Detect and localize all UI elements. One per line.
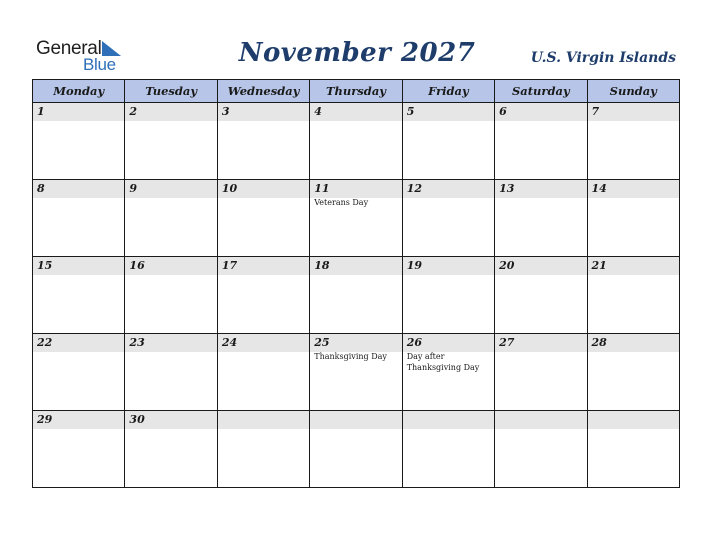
day-cell (587, 180, 679, 257)
day-cell (217, 180, 309, 257)
day-number: 3 (221, 105, 230, 118)
day-cell (125, 411, 217, 488)
day-number: 23 (129, 336, 145, 349)
day-cell (310, 411, 402, 488)
weekday-header: Wednesday (217, 80, 309, 103)
week-row (33, 257, 680, 334)
day-header-band (588, 334, 679, 352)
day-header-band (33, 411, 124, 429)
day-cell (310, 103, 402, 180)
day-header-band (218, 257, 309, 275)
day-cell (495, 334, 587, 411)
day-cell (495, 180, 587, 257)
day-header-band (125, 411, 216, 429)
day-number: 11 (314, 182, 330, 195)
day-number: 13 (499, 182, 515, 195)
day-cell (125, 180, 217, 257)
day-header-band (495, 257, 586, 275)
day-cell (125, 103, 217, 180)
calendar-grid (32, 79, 680, 488)
day-header-band (218, 411, 309, 429)
day-header-band (33, 334, 124, 352)
day-number: 18 (314, 259, 330, 272)
day-cell (125, 257, 217, 334)
day-header-band (495, 411, 586, 429)
day-number: 4 (314, 105, 322, 118)
day-number: 8 (37, 182, 45, 195)
day-cell (587, 411, 679, 488)
day-number: 17 (221, 259, 238, 272)
day-header-band (310, 103, 401, 121)
day-header-band (588, 257, 679, 275)
day-header-band (218, 103, 309, 121)
day-cell (217, 257, 309, 334)
day-cell (495, 103, 587, 180)
day-number: 29 (37, 413, 53, 426)
day-header-band (218, 334, 309, 352)
day-cell (217, 334, 309, 411)
day-number: 16 (129, 259, 145, 272)
weekday-header: Monday (33, 80, 125, 103)
day-cell (33, 180, 125, 257)
day-header-band (218, 180, 309, 198)
holiday-label: Day after Thanksgiving Day (406, 352, 480, 372)
day-number: 5 (406, 105, 415, 118)
weekday-header: Friday (402, 80, 494, 103)
day-header-band (310, 180, 401, 198)
region-label: U.S. Virgin Islands (530, 50, 676, 66)
weekday-header: Thursday (310, 80, 402, 103)
day-header-band (33, 180, 124, 198)
day-number: 9 (129, 182, 138, 195)
day-cell (587, 257, 679, 334)
holiday-label: Thanksgiving Day (314, 352, 387, 361)
day-number: 25 (314, 336, 330, 349)
day-number: 2 (129, 105, 138, 118)
day-cell (125, 334, 217, 411)
day-number: 7 (591, 105, 600, 118)
weekday-header-row (33, 80, 680, 103)
day-cell (402, 334, 494, 411)
day-cell (310, 257, 402, 334)
day-cell (495, 257, 587, 334)
day-header-band (310, 334, 401, 352)
day-number: 6 (499, 105, 507, 118)
day-number: 15 (37, 259, 53, 272)
day-number: 1 (37, 105, 45, 118)
day-cell (402, 411, 494, 488)
day-number: 26 (406, 336, 422, 349)
day-number: 28 (591, 336, 607, 349)
day-header-band (588, 180, 679, 198)
day-number: 27 (499, 336, 515, 349)
day-cell (402, 257, 494, 334)
day-cell (33, 257, 125, 334)
day-header-band (495, 180, 586, 198)
day-header-band (403, 103, 494, 121)
day-number: 10 (221, 182, 238, 195)
day-number: 30 (129, 413, 145, 426)
day-cell (33, 334, 125, 411)
calendar-title: November 2027 (238, 38, 476, 68)
day-number: 14 (591, 182, 607, 195)
day-header-band (310, 411, 401, 429)
day-number: 20 (499, 259, 515, 272)
logo-text-blue: Blue (83, 55, 116, 74)
day-header-band (125, 180, 216, 198)
day-header-band (125, 334, 216, 352)
day-header-band (33, 103, 124, 121)
week-row (33, 180, 680, 257)
week-row (33, 411, 680, 488)
weekday-header: Saturday (495, 80, 587, 103)
day-cell (402, 180, 494, 257)
day-header-band (495, 334, 586, 352)
day-cell (402, 103, 494, 180)
day-number: 19 (406, 259, 422, 272)
day-cell (33, 411, 125, 488)
day-header-band (403, 257, 494, 275)
day-cell (587, 103, 679, 180)
day-cell (217, 411, 309, 488)
day-number: 12 (406, 182, 422, 195)
day-header-band (33, 257, 124, 275)
day-header-band (588, 103, 679, 121)
day-header-band (125, 103, 216, 121)
day-number: 22 (37, 336, 53, 349)
weekday-header: Sunday (587, 80, 679, 103)
day-header-band (495, 103, 586, 121)
day-header-band (588, 411, 679, 429)
calendar-body (33, 103, 680, 488)
day-cell (33, 103, 125, 180)
weekday-header: Tuesday (125, 80, 217, 103)
week-row (33, 103, 680, 180)
day-cell (310, 334, 402, 411)
brand-logo (36, 38, 136, 74)
day-number: 24 (221, 336, 238, 349)
day-header-band (403, 411, 494, 429)
day-cell (310, 180, 402, 257)
day-cell (495, 411, 587, 488)
day-number: 21 (591, 259, 607, 272)
day-header-band (310, 257, 401, 275)
day-header-band (403, 334, 494, 352)
day-header-band (403, 180, 494, 198)
day-cell (217, 103, 309, 180)
day-cell (587, 334, 679, 411)
day-header-band (125, 257, 216, 275)
logo-text-general: General (36, 38, 102, 59)
week-row (33, 334, 680, 411)
holiday-label: Veterans Day (314, 198, 369, 207)
